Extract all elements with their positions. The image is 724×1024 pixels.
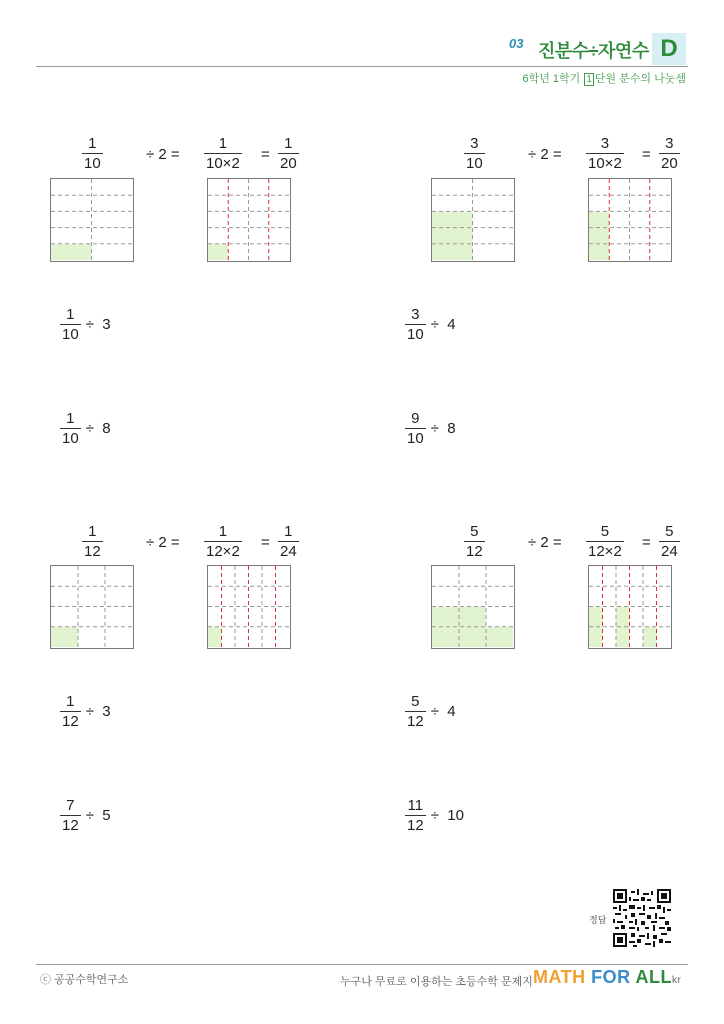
denominator: 20: [661, 155, 678, 173]
example-2-result: [659, 136, 680, 171]
divisor: 4: [447, 316, 456, 334]
example-3-fraction: [82, 524, 103, 559]
subtitle-unit: 단원 분수의 나눗셈: [594, 73, 686, 85]
divisor: 5: [102, 807, 111, 825]
denominator: 24: [280, 543, 297, 561]
example-1-eq2: [261, 146, 270, 163]
subtitle-grade: 6학년 1학기: [522, 73, 581, 85]
div-sign: ÷: [528, 146, 537, 163]
example-4-grid-divided: [588, 565, 672, 649]
problem-2: [405, 307, 456, 342]
example-2-grid-original: [431, 178, 515, 262]
divisor: 8: [102, 420, 111, 438]
worksheet-subtitle: [522, 70, 686, 86]
div-sign: ÷: [85, 807, 94, 825]
equals-sign: =: [170, 146, 180, 163]
denominator: 12: [84, 543, 101, 561]
footer-divider: [36, 964, 688, 965]
denominator: 12: [466, 543, 483, 561]
denominator: 24: [661, 543, 678, 561]
example-1-grid-original: [50, 178, 134, 262]
brand-logo[interactable]: [533, 967, 681, 988]
div-sign: ÷: [528, 534, 537, 551]
denominator: 10: [407, 430, 424, 448]
div-sign: ÷: [85, 703, 94, 721]
div-sign: ÷: [146, 146, 155, 163]
divisor: 3: [102, 703, 111, 721]
example-4-product: [586, 524, 624, 559]
div-sign: ÷: [85, 316, 94, 334]
problem-8: [405, 798, 464, 833]
denominator: 12: [407, 817, 424, 835]
numerator: 7: [66, 797, 75, 814]
div-sign: ÷: [430, 316, 439, 334]
example-2-eq2: [642, 146, 651, 163]
numerator: 1: [284, 135, 293, 152]
numerator: 1: [66, 306, 75, 323]
header-divider: [36, 66, 688, 67]
problem-4: [405, 411, 456, 446]
div-sign: ÷: [430, 703, 439, 721]
numerator: 1: [284, 523, 293, 540]
example-1-product: [204, 136, 242, 171]
brand-kr: kr: [672, 975, 682, 986]
example-3-grid-original: [50, 565, 134, 649]
example-3-eq2: [261, 534, 270, 551]
denominator: 12: [62, 713, 79, 731]
example-4-result: [659, 524, 680, 559]
divisor: 2: [158, 146, 167, 163]
equals-sign: =: [642, 534, 651, 551]
denominator: 10: [84, 155, 101, 173]
denominator: 10: [466, 155, 483, 173]
worksheet-title: 진분수÷자연수: [538, 41, 649, 61]
answer-label: 정답: [589, 915, 607, 925]
denominator: 12×2: [206, 543, 240, 561]
divisor: 10: [447, 807, 464, 825]
example-2-equation: [528, 146, 562, 163]
numerator: 1: [66, 410, 75, 427]
denominator: 12: [62, 817, 79, 835]
copyright: ⓒ 공공수학연구소: [40, 974, 129, 986]
divisor: 2: [158, 534, 167, 551]
problem-5: [60, 694, 111, 729]
example-1-result: [278, 136, 299, 171]
numerator: 5: [470, 523, 479, 540]
example-2-fraction: [464, 136, 485, 171]
problem-6: [405, 694, 456, 729]
equals-sign: =: [642, 146, 651, 163]
numerator: 3: [600, 135, 610, 152]
divisor: 3: [102, 316, 111, 334]
divisor: 2: [540, 146, 549, 163]
equals-sign: =: [170, 534, 180, 551]
denominator: 10×2: [588, 155, 622, 173]
example-3-product: [204, 524, 242, 559]
numerator: 5: [665, 523, 674, 540]
denominator: 12×2: [588, 543, 622, 561]
example-1-grid-divided: [207, 178, 291, 262]
example-4-equation: [528, 534, 562, 551]
divisor: 4: [447, 703, 456, 721]
example-3-grid-divided: [207, 565, 291, 649]
equals-sign: =: [552, 534, 562, 551]
example-4-eq2: [642, 534, 651, 551]
numerator: 5: [600, 523, 610, 540]
example-3-result: [278, 524, 299, 559]
example-4-grid-original: [431, 565, 515, 649]
div-sign: ÷: [85, 420, 94, 438]
numerator: 3: [411, 306, 420, 323]
answer-qr-code[interactable]: [613, 889, 671, 947]
worksheet-number: 03: [509, 36, 524, 51]
example-4-fraction: [464, 524, 485, 559]
div-sign: ÷: [430, 420, 439, 438]
divisor: 8: [447, 420, 456, 438]
problem-7: [60, 798, 111, 833]
example-1-fraction: [82, 136, 103, 171]
denominator: 20: [280, 155, 297, 173]
numerator: 1: [88, 135, 97, 152]
unit-number-box: 1: [586, 74, 592, 85]
numerator: 9: [411, 410, 420, 427]
numerator: 1: [218, 135, 228, 152]
numerator: 1: [66, 693, 75, 710]
numerator: 1: [218, 523, 228, 540]
example-2-product: [586, 136, 624, 171]
example-1-equation: [146, 146, 180, 163]
equals-sign: =: [552, 146, 562, 163]
divisor: 2: [540, 534, 549, 551]
example-3-equation: [146, 534, 180, 551]
equals-sign: =: [261, 534, 270, 551]
denominator: 10: [62, 430, 79, 448]
equals-sign: =: [261, 146, 270, 163]
denominator: 12: [407, 713, 424, 731]
problem-3: [60, 411, 111, 446]
numerator: 11: [407, 797, 424, 814]
example-2-grid-divided: [588, 178, 672, 262]
denominator: 10: [62, 326, 79, 344]
brand-all: ALL: [635, 967, 673, 987]
footer-tagline: 누구나 무료로 이용하는 초등수학 문제지: [340, 976, 533, 988]
div-sign: ÷: [146, 534, 155, 551]
numerator: 3: [665, 135, 674, 152]
numerator: 1: [88, 523, 97, 540]
denominator: 10: [407, 326, 424, 344]
denominator: 10×2: [206, 155, 240, 173]
numerator: 3: [470, 135, 479, 152]
div-sign: ÷: [430, 807, 439, 825]
level-badge: D: [652, 33, 686, 65]
brand-math: MATH: [533, 967, 586, 987]
brand-for: FOR: [591, 967, 631, 987]
numerator: 5: [411, 693, 420, 710]
problem-1: [60, 307, 111, 342]
